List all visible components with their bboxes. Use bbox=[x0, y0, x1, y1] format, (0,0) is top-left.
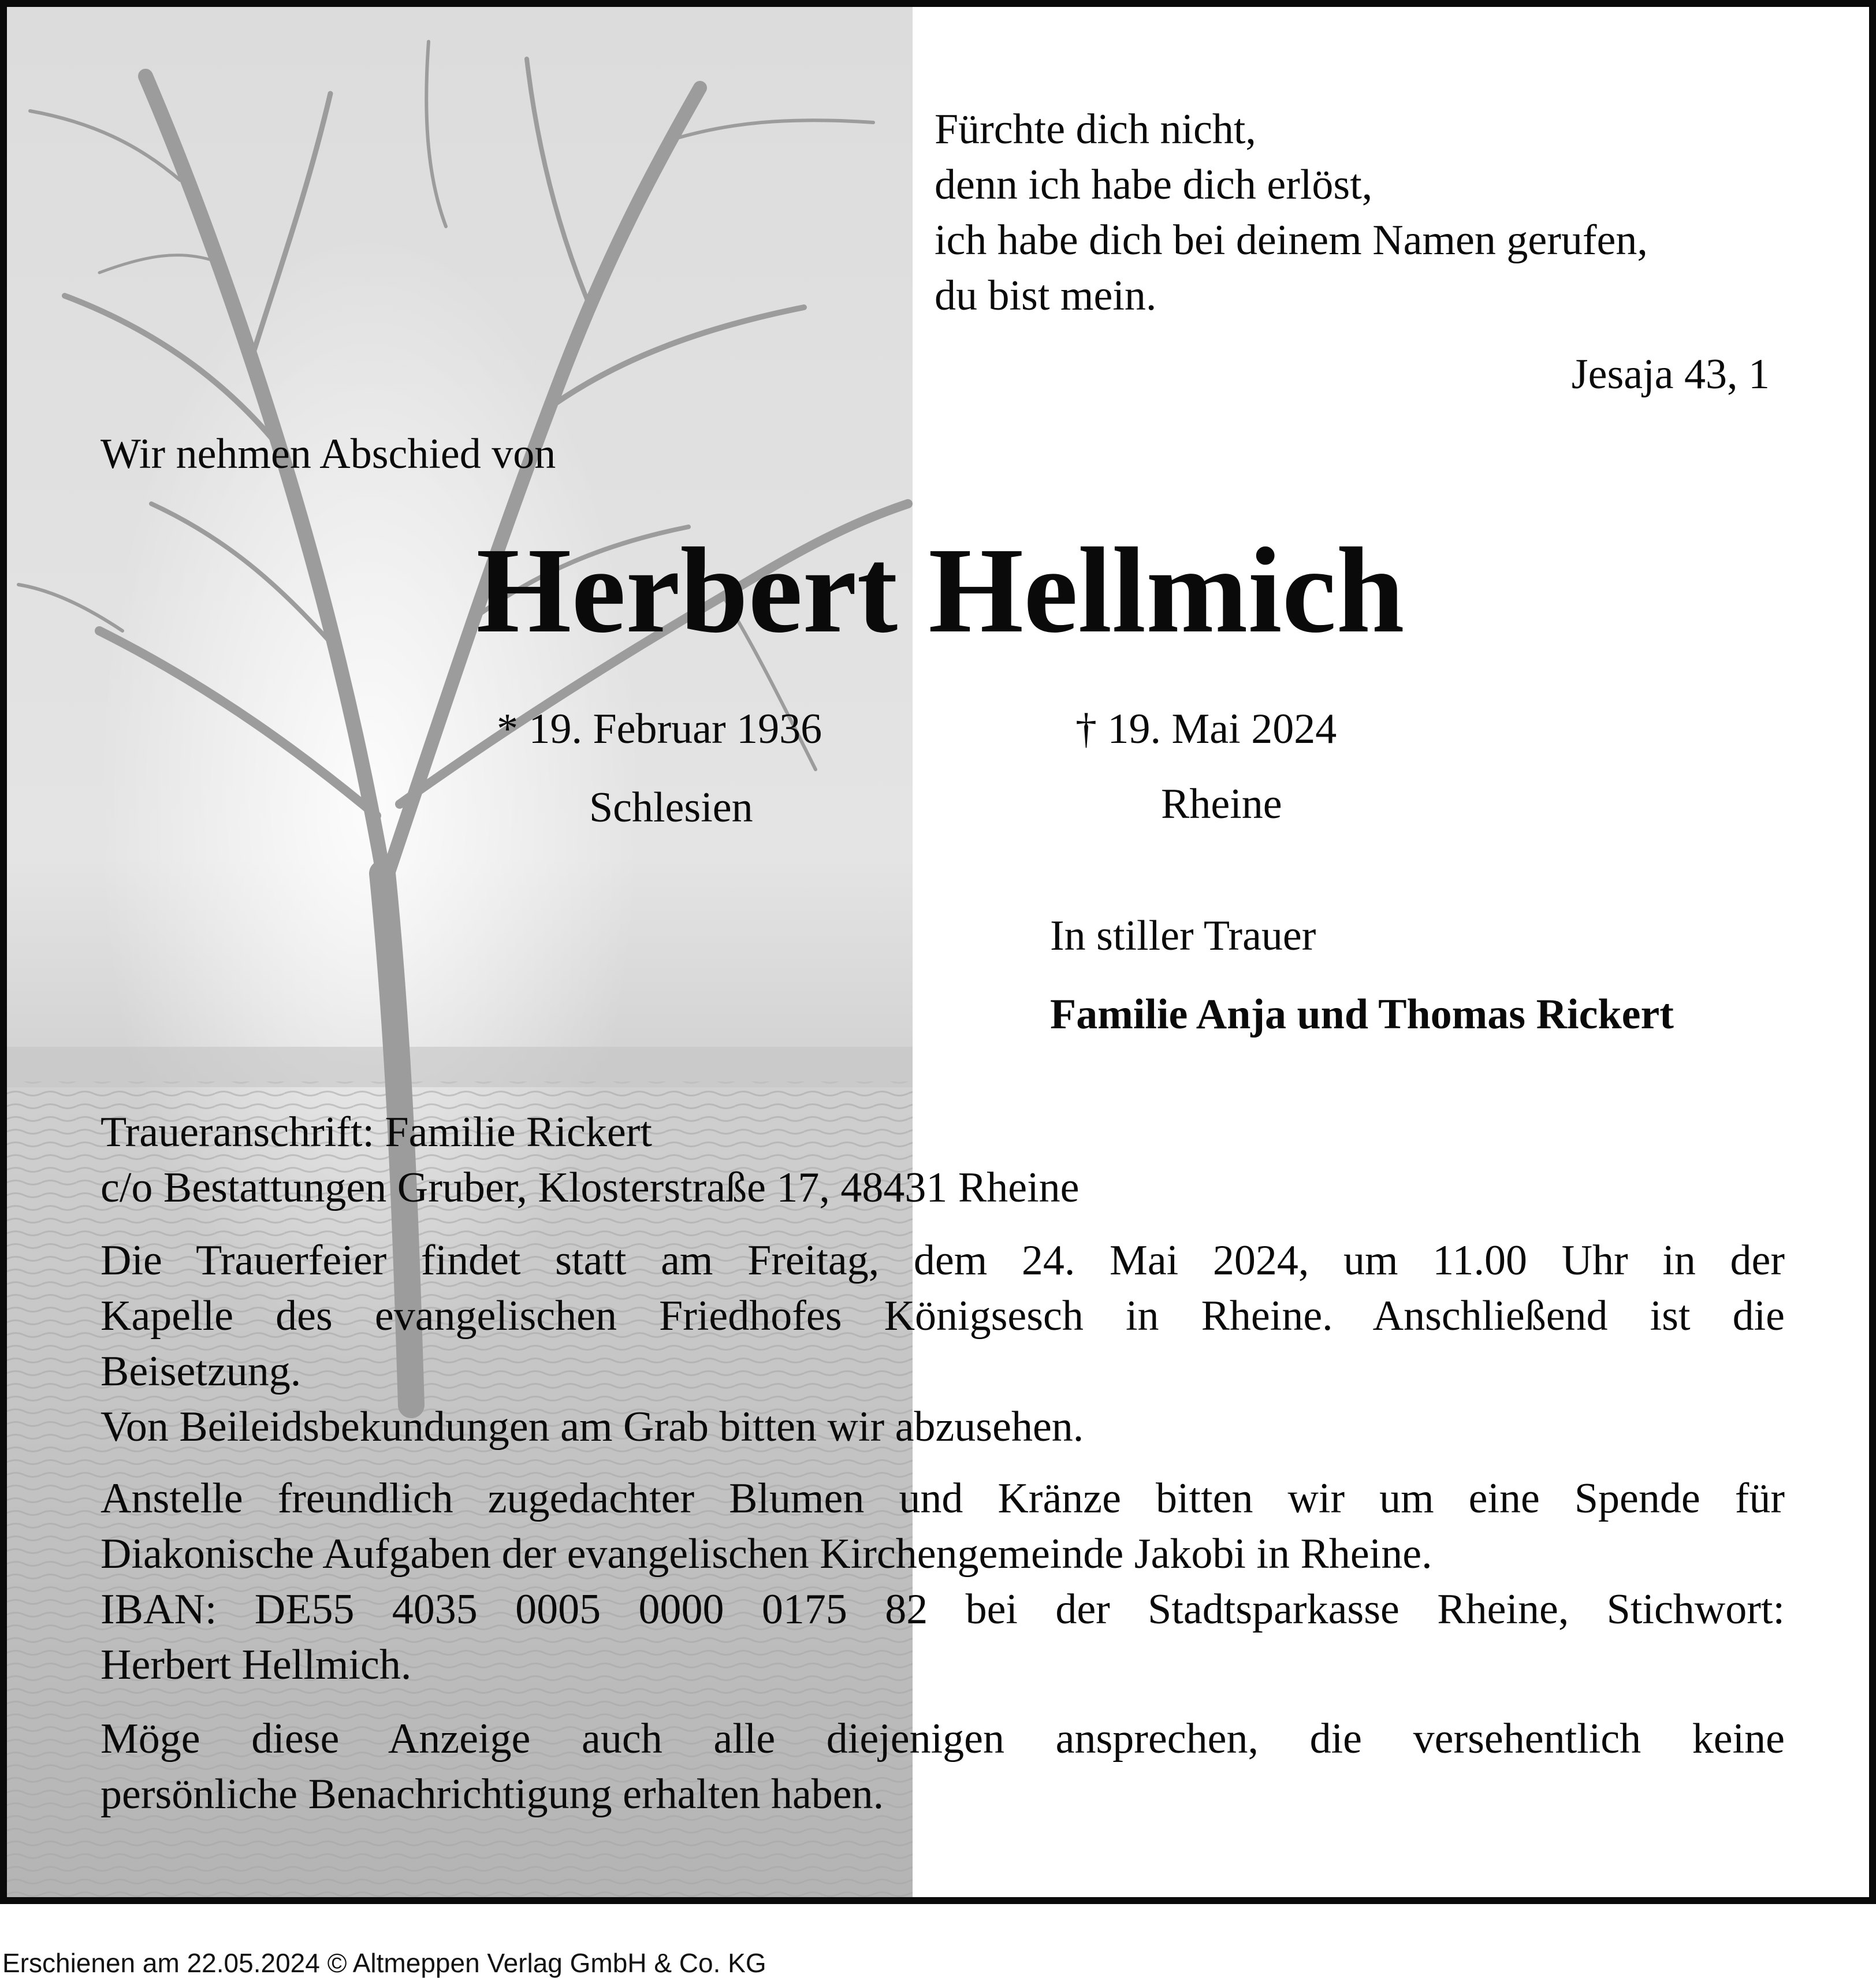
condolence-address bbox=[100, 1105, 1785, 1215]
deceased-name: Herbert Hellmich bbox=[476, 522, 1405, 658]
ceremony-paragraph bbox=[100, 1233, 1785, 1455]
ceremony-line: Beisetzung. bbox=[100, 1348, 302, 1395]
donation-line: Anstelle freundlich zugedachter Blumen und Kränze bitten wir um eine Spende für bbox=[100, 1475, 1785, 1522]
address-line: Traueranschrift: Familie Rickert bbox=[100, 1109, 652, 1156]
verse-line: denn ich habe dich erlöst, bbox=[935, 161, 1373, 209]
notice-line: persönliche Benachrichtigung erhalten haben. bbox=[100, 1771, 884, 1818]
verse-line: du bist mein. bbox=[935, 272, 1157, 319]
ceremony-line: Die Trauerfeier findet statt am Freitag, dem 24. Mai 2024, um 11.00 Uhr in der bbox=[100, 1237, 1785, 1284]
ceremony-line: Kapelle des evangelischen Friedhofes Königsesch in Rheine. Anschließend ist die bbox=[100, 1292, 1785, 1340]
address-line: c/o Bestattungen Gruber, Klosterstraße 17, 48431 Rheine bbox=[100, 1164, 1080, 1211]
notice-paragraph bbox=[100, 1711, 1785, 1822]
verse-source: Jesaja 43, 1 bbox=[1571, 351, 1770, 398]
birth-place: Schlesien bbox=[589, 784, 753, 831]
donation-line: Diakonische Aufgaben der evangelischen Kirchengemeinde Jakobi in Rheine. bbox=[100, 1530, 1432, 1578]
mourning-intro: In stiller Trauer bbox=[1050, 912, 1316, 960]
farewell-intro: Wir nehmen Abschied von bbox=[100, 430, 556, 478]
donation-line: Herbert Hellmich. bbox=[100, 1641, 412, 1689]
publication-footer: Erschienen am 22.05.2024 © Altmeppen Verlag GmbH & Co. KG bbox=[2, 1948, 766, 1978]
ceremony-note: Von Beileidsbekundungen am Grab bitten wir abzusehen. bbox=[100, 1403, 1084, 1451]
death-place: Rheine bbox=[1161, 780, 1282, 828]
mourning-family: Familie Anja und Thomas Rickert bbox=[1050, 991, 1674, 1038]
donation-paragraph bbox=[100, 1471, 1785, 1693]
birth-date: * 19. Februar 1936 bbox=[497, 705, 822, 753]
bible-verse bbox=[935, 102, 1648, 324]
donation-line: IBAN: DE55 4035 0005 0000 0175 82 bei der Stadtsparkasse Rheine, Stichwort: bbox=[100, 1586, 1785, 1633]
notice-line: Möge diese Anzeige auch alle diejenigen ansprechen, die versehentlich keine bbox=[100, 1715, 1785, 1763]
verse-line: Fürchte dich nicht, bbox=[935, 106, 1256, 153]
death-date: † 19. Mai 2024 bbox=[1075, 705, 1337, 753]
verse-line: ich habe dich bei deinem Namen gerufen, bbox=[935, 217, 1648, 264]
